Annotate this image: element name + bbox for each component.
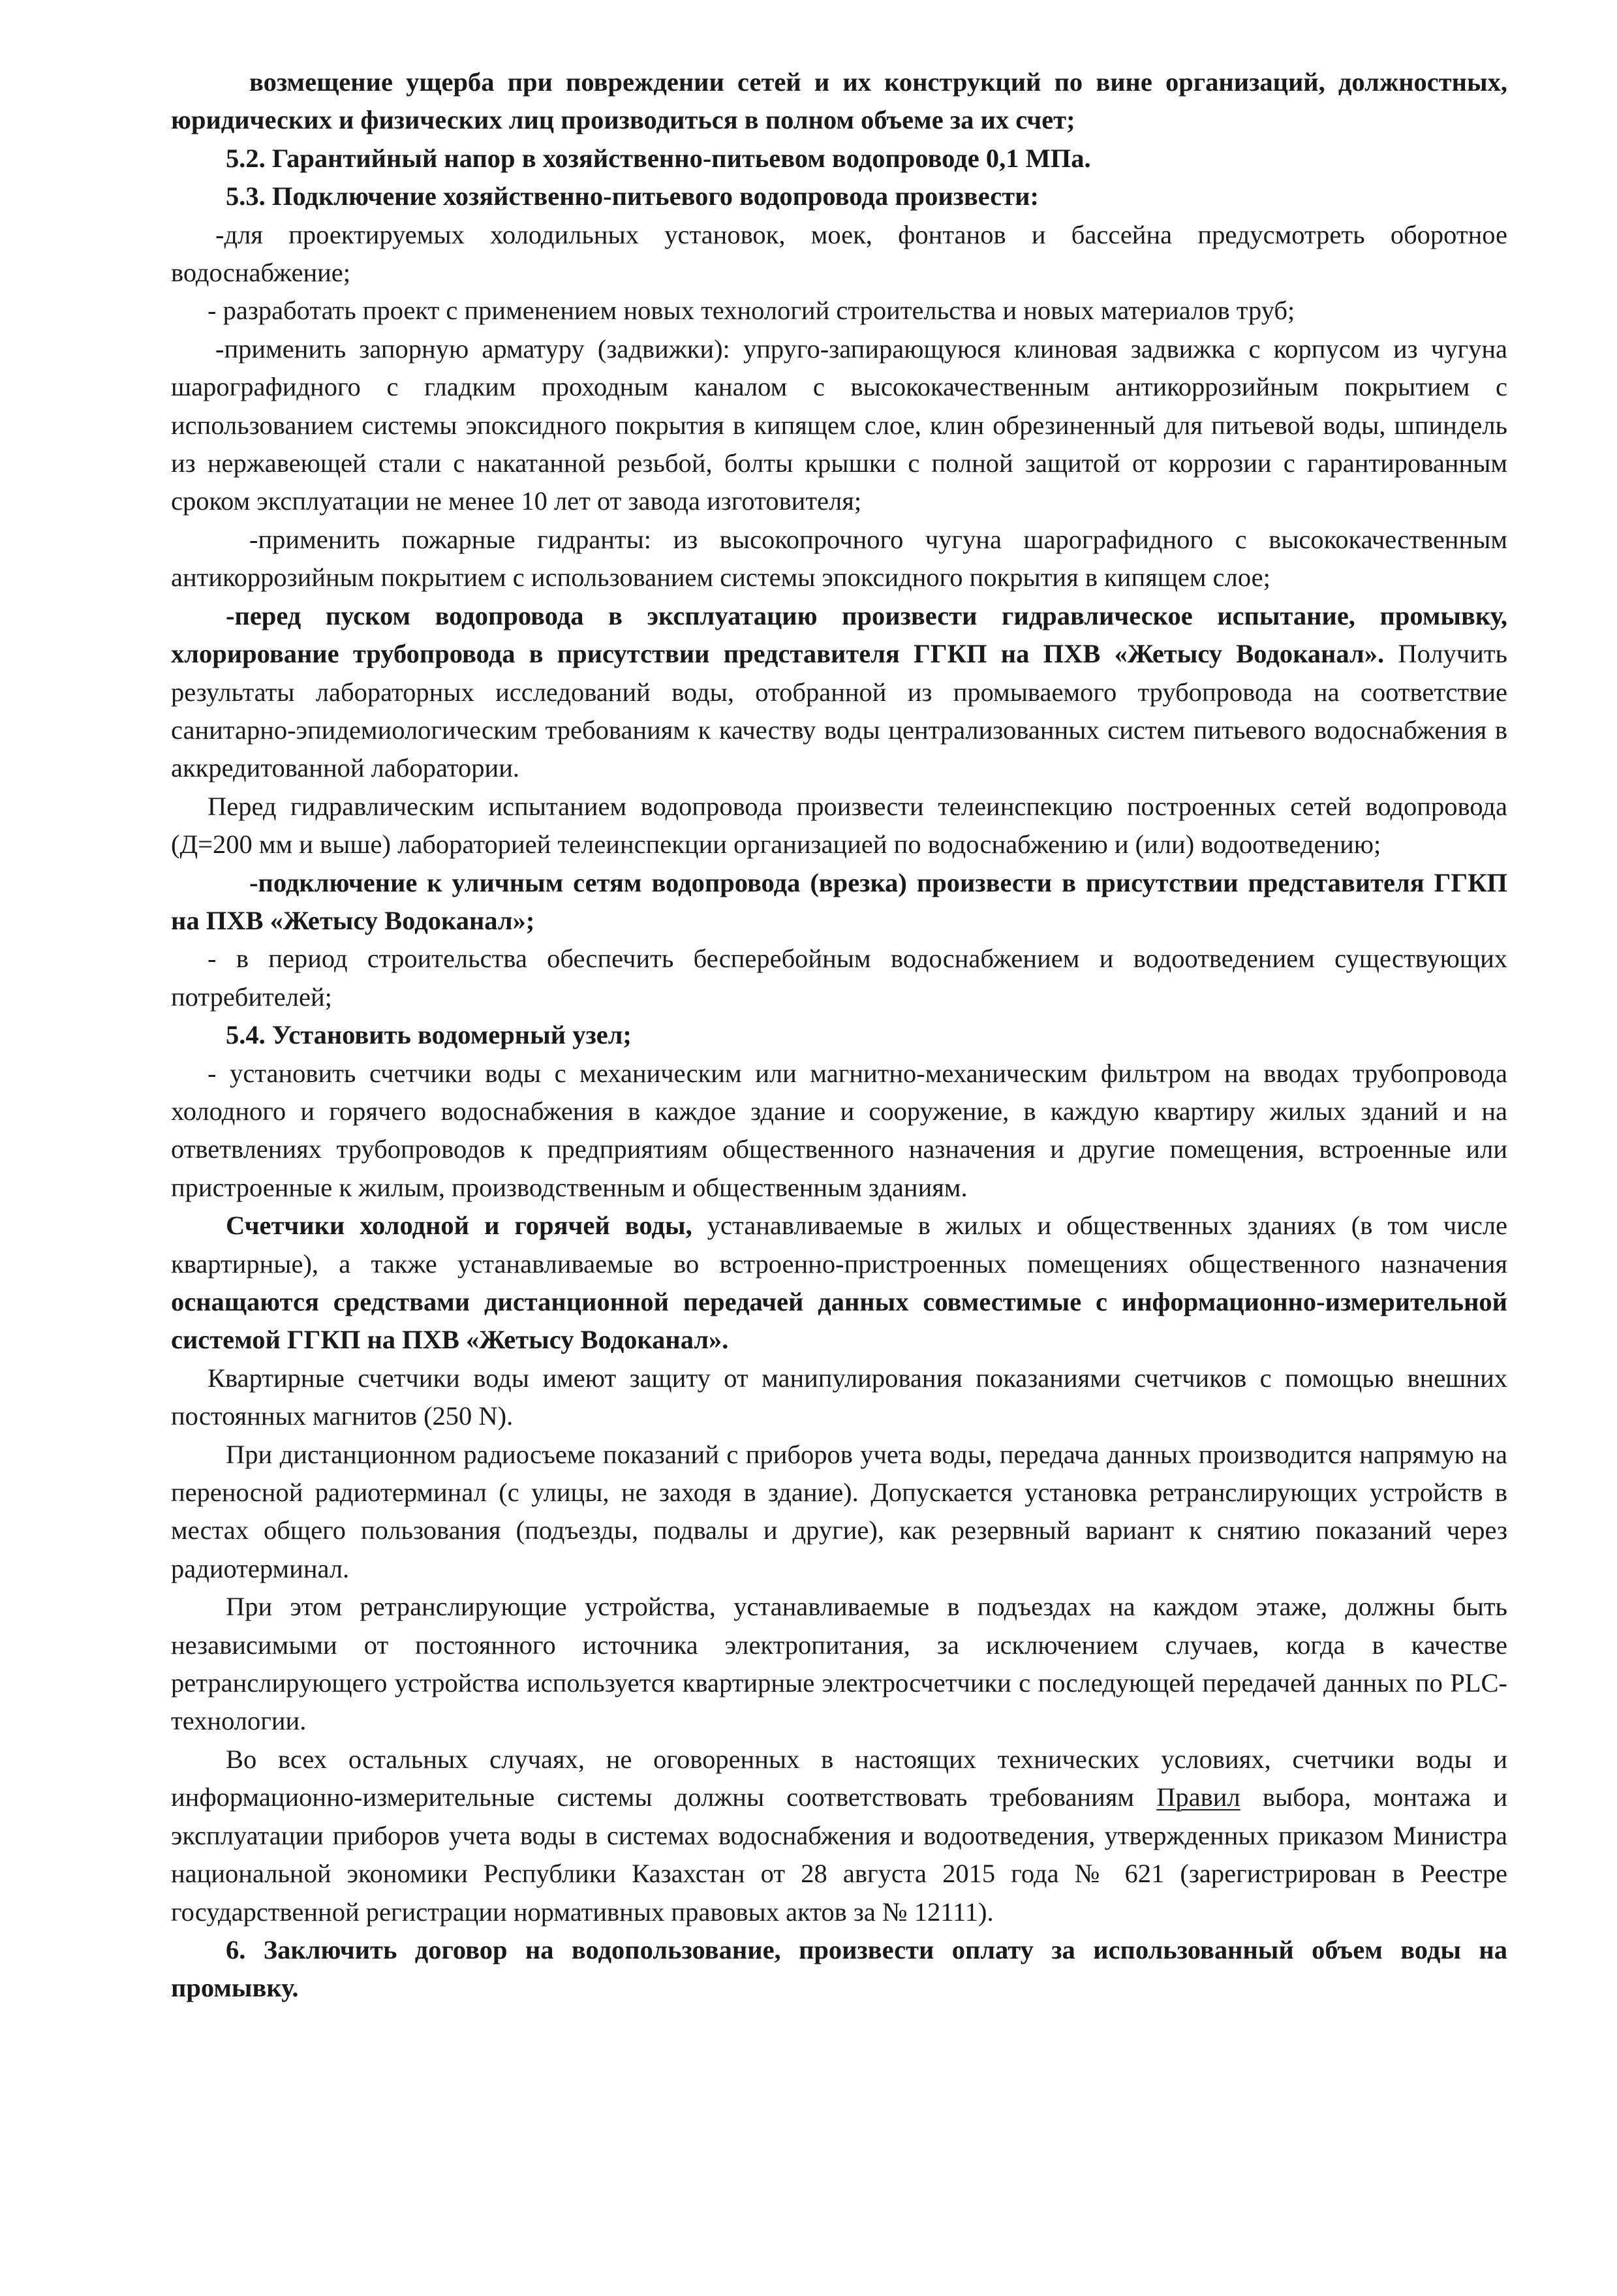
paragraph-other-cases bbox=[171, 1741, 1507, 1931]
bold-text-run: -перед пуском водопровода в эксплуатацию произвести гидравлическое испытание, промывку, хлорирование трубопровода в присутствии представителя ГГКП на ПХВ «Жетысу Водоканал». bbox=[171, 600, 1507, 669]
paragraph-5-4 bbox=[171, 1016, 1507, 1054]
paragraph-meters-remote bbox=[171, 1207, 1507, 1359]
paragraph-street-connection bbox=[171, 864, 1507, 940]
text-run: выбора, монтажа и эксплуатации приборов учета воды в системах водоснабжения и водоотведения, утвержденных приказом Министра национальной экономики Республики Казахстан от 28 августа 2015 года № 621 (зарегистрирован в Реестре государственной регистрации нормативных правовых актов за № 12111). bbox=[171, 1782, 1507, 1927]
text-run: - в период строительства обеспечить бесперебойным водоснабжением и водоотведением существующих потребителей; bbox=[171, 944, 1507, 1012]
paragraph-6 bbox=[171, 1931, 1507, 2008]
bold-text-run: 5.2. Гарантийный напор в хозяйственно-питьевом водопроводе 0,1 МПа. bbox=[226, 143, 1091, 173]
paragraph-5-2 bbox=[171, 140, 1507, 178]
paragraph-repeaters bbox=[171, 1588, 1507, 1741]
paragraph-magnet-protection bbox=[171, 1359, 1507, 1436]
paragraph-valves bbox=[171, 330, 1507, 521]
bold-text-run: -подключение к уличным сетям водопровода (врезка) произвести в присутствии представителя ГГКП на ПХВ «Жетысу Водоканал»; bbox=[171, 867, 1507, 935]
bold-text-run: возмещение ущерба при повреждении сетей и их конструкций по вине организаций, должностных, юридических и физических лиц производиться в полном объеме за их счет; bbox=[171, 67, 1507, 135]
text-run: Во всех остальных случаях, не оговоренных в настоящих технических условиях, счетчики воды и информационно-измерительные системы должны соответствовать требованиям bbox=[171, 1744, 1507, 1812]
text-run: При дистанционном радиосъеме показаний с приборов учета воды, передача данных производится напрямую на переносной радиотерминал (с улицы, не заходя в здание). Допускается установка ретранслирующих устройств в местах общего пользования (подъезды, подвалы и другие), как резервный вариант к снятию показаний через радиотерминал. bbox=[171, 1439, 1507, 1583]
text-run: -для проектируемых холодильных установок, моек, фонтанов и бассейна предусмотреть оборотное водоснабжение; bbox=[171, 219, 1507, 288]
text-run: При этом ретранслирующие устройства, устанавливаемые в подъездах на каждом этаже, должны быть независимыми от постоянного источника электропитания, за исключением случаев, когда в качестве ретранслирующего устройства используется квартирные электросчетчики с последующей передачей данных по PLC-технологии. bbox=[171, 1592, 1507, 1736]
bold-text-run: 6. Заключить договор на водопользование, произвести оплату за использованный объем воды на промывку. bbox=[171, 1934, 1507, 2003]
text-run: - разработать проект с применением новых технологий строительства и новых материалов труб; bbox=[208, 296, 1295, 326]
paragraph-uninterrupted bbox=[171, 940, 1507, 1016]
paragraph-new-tech bbox=[171, 292, 1507, 330]
paragraph-5-3 bbox=[171, 178, 1507, 215]
bold-text-run: оснащаются средствами дистанционной передачей данных совместимые с информационно-измерительной системой ГГКП на ПХВ «Жетысу Водоканал». bbox=[171, 1287, 1507, 1355]
text-run: - установить счетчики воды с механическим или магнитно-механическим фильтром на вводах трубопровода холодного и горячего водоснабжения в каждое здание и сооружение, в каждую квартиру жилых зданий и на ответвлениях трубопроводов к предприятиям общественного назначения и другие помещения, встроенные или пристроенные к жилым, производственным и общественным зданиям. bbox=[171, 1058, 1507, 1202]
paragraph-damage-compensation bbox=[171, 63, 1507, 140]
text-run: Перед гидравлическим испытанием водопровода произвести телеинспекцию построенных сетей водопровода (Д=200 мм и выше) лабораторией телеинспекции организацией по водоснабжению и (или) водоотведению; bbox=[171, 791, 1507, 860]
text-run: устанавливаемые в жилых и общественных зданиях (в том числе квартирные), а также устанавливаемые во встроенно-пристроенных помещениях общественного назначения bbox=[171, 1211, 1508, 1279]
document-reference-link[interactable]: Правил bbox=[1156, 1782, 1240, 1812]
bold-text-run: Счетчики холодной и горячей воды, bbox=[226, 1211, 692, 1241]
text-run: Получить результаты лабораторных исследований воды, отобранной из промываемого трубопровода на соответствие санитарно-эпидемиологическим требованиям к качеству воды централизованных систем питьевого водоснабжения в аккредитованной лаборатории. bbox=[171, 639, 1507, 783]
paragraph-recycling bbox=[171, 216, 1507, 292]
document-body bbox=[171, 63, 1507, 2008]
text-run: Квартирные счетчики воды имеют защиту от манипулирования показаниями счетчиков с помощью внешних постоянных магнитов (250 N). bbox=[171, 1363, 1507, 1431]
text-run: -применить запорную арматуру (задвижки): упруго-запирающуюся клиновая задвижка с корпусом из чугуна шарографидного с гладким проходным каналом с высококачественным антикоррозийным покрытием с использованием системы эпоксидного покрытия в кипящем слое, клин обрезиненный для питьевой воды, шпиндель из нержавеющей стали с накатанной резьбой, болты крышки с полной защитой от коррозии с гарантированным сроком эксплуатации не менее 10 лет от завода изготовителя; bbox=[171, 334, 1507, 516]
paragraph-hydrants bbox=[171, 521, 1507, 597]
paragraph-meters-install bbox=[171, 1055, 1507, 1207]
text-run: -применить пожарные гидранты: из высокопрочного чугуна шарографидного с высококачественным антикоррозийным покрытием с использованием системы эпоксидного покрытия в кипящем слое; bbox=[171, 524, 1507, 593]
bold-text-run: 5.3. Подключение хозяйственно-питьевого водопровода произвести: bbox=[226, 181, 1039, 211]
paragraph-hydraulic-test bbox=[171, 597, 1507, 788]
bold-text-run: 5.4. Установить водомерный узел; bbox=[226, 1020, 632, 1050]
paragraph-teleinspection bbox=[171, 788, 1507, 864]
paragraph-radio-reading bbox=[171, 1436, 1507, 1589]
